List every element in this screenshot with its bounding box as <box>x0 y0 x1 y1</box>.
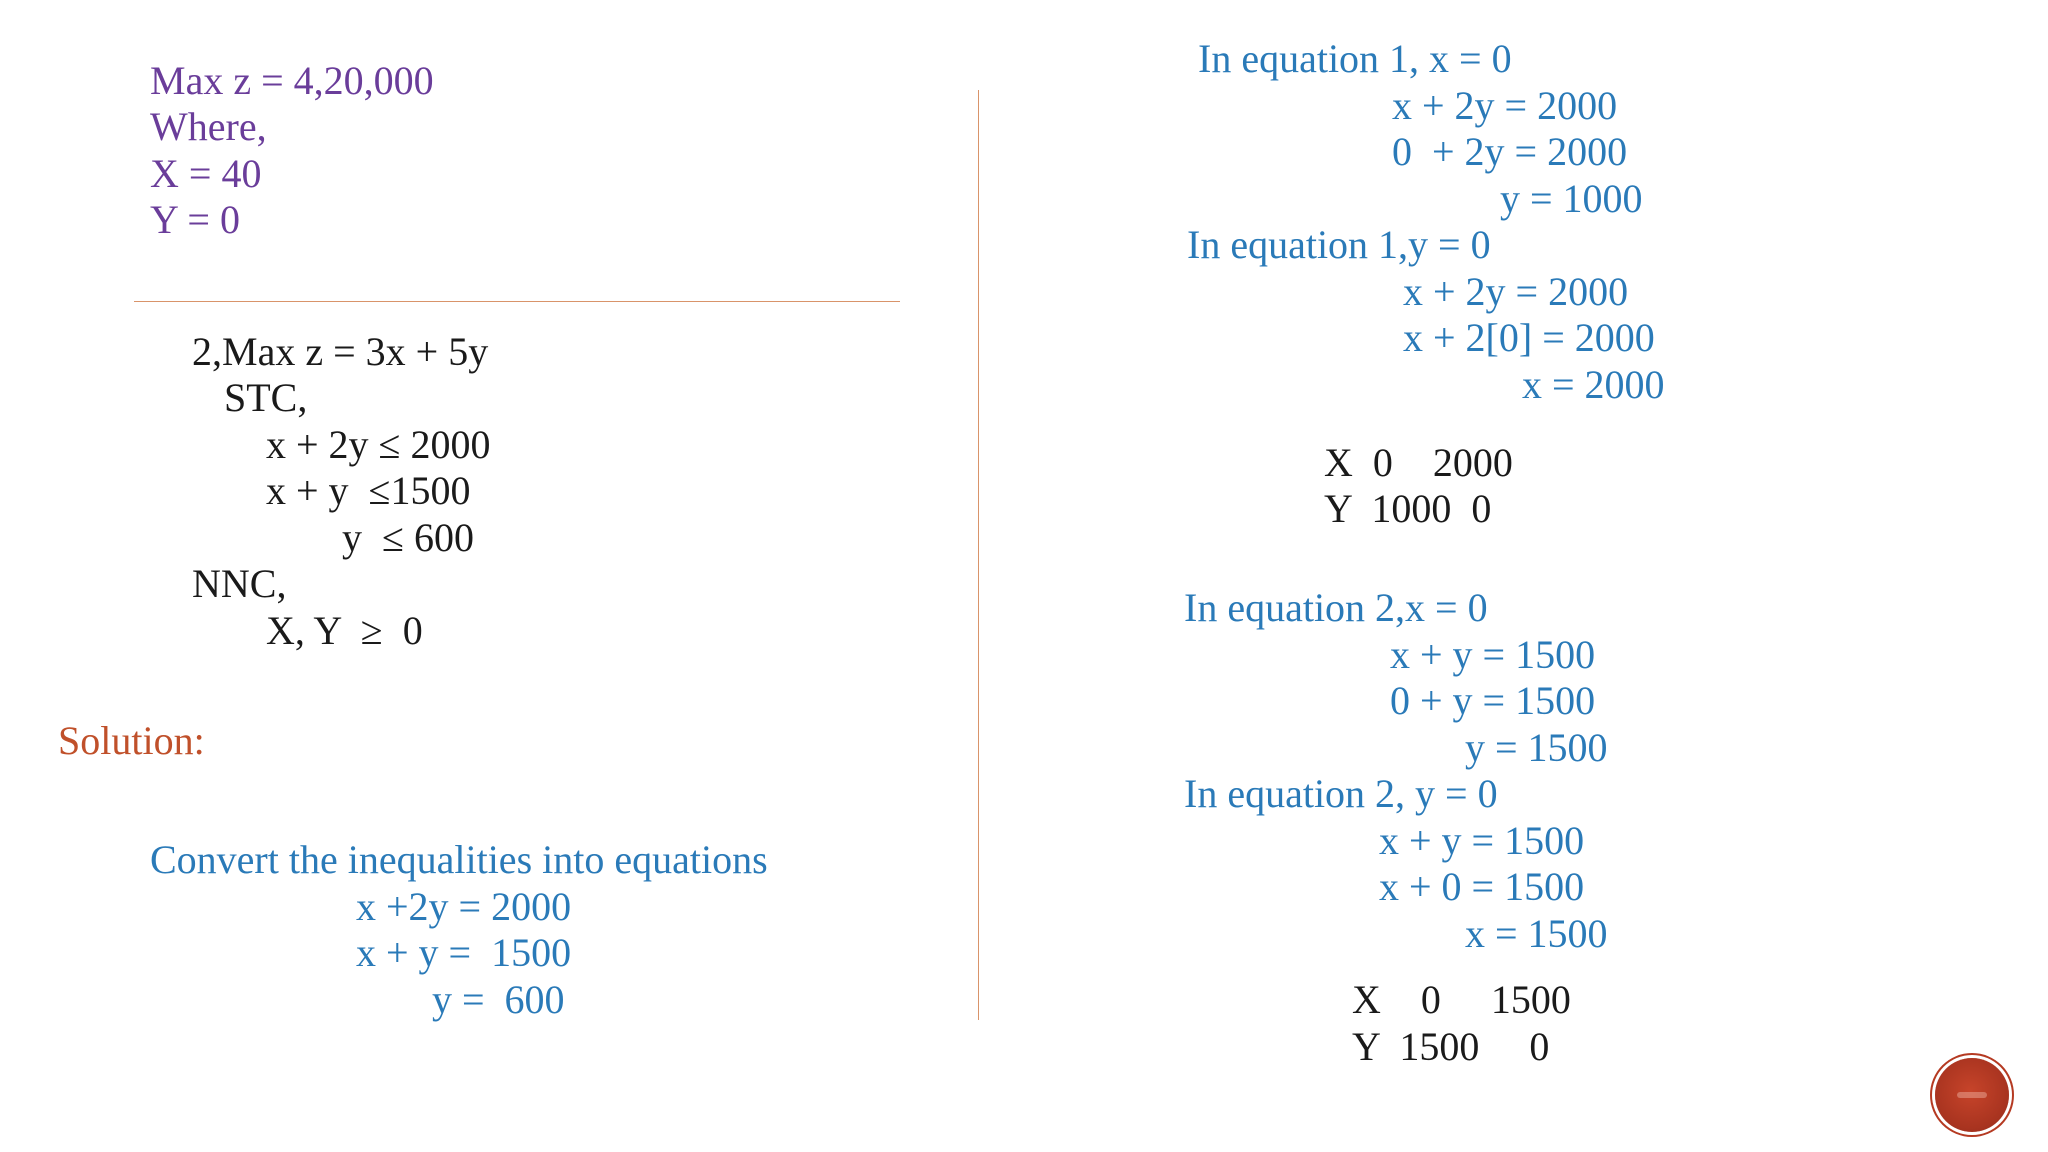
result-max-z: Max z = 4,20,000 <box>150 58 434 103</box>
next-slide-button-icon <box>1955 1088 1989 1102</box>
problem-constraint-2: x + y ≤1500 <box>266 468 471 513</box>
eq2-y-zero-heading: In equation 2, y = 0 <box>1184 771 1498 816</box>
solution-equation-2: x + y = 1500 <box>356 930 572 975</box>
eq2-x-zero-heading: In equation 2,x = 0 <box>1184 585 1488 630</box>
eq2-y-zero-step-2: x + 0 = 1500 <box>1379 864 1585 909</box>
eq2-x-zero-step-1: x + y = 1500 <box>1390 632 1596 677</box>
eq1-y-zero-step-1: x + 2y = 2000 <box>1403 269 1629 314</box>
next-slide-button[interactable] <box>1935 1058 2009 1132</box>
eq2-y-zero-step-1: x + y = 1500 <box>1379 818 1585 863</box>
eq1-x-zero-result: y = 1000 <box>1500 176 1643 221</box>
result-y: Y = 0 <box>150 197 240 242</box>
solution-intro: Convert the inequalities into equations <box>150 837 768 882</box>
solution-equation-1: x +2y = 2000 <box>356 884 572 929</box>
eq1-x-zero-heading: In equation 1, x = 0 <box>1198 36 1512 81</box>
table-2-row-x: X 0 1500 <box>1352 977 1571 1022</box>
eq1-y-zero-heading: In equation 1,y = 0 <box>1187 222 1491 267</box>
solution-heading: Solution: <box>58 718 205 763</box>
eq1-y-zero-step-2: x + 2[0] = 2000 <box>1403 315 1655 360</box>
vertical-divider <box>978 90 979 1020</box>
table-2-row-y: Y 1500 0 <box>1352 1024 1550 1069</box>
eq2-x-zero-step-2: 0 + y = 1500 <box>1390 678 1596 723</box>
table-1-row-y: Y 1000 0 <box>1324 486 1492 531</box>
problem-objective: 2,Max z = 3x + 5y <box>192 329 489 374</box>
problem-constraint-1: x + 2y ≤ 2000 <box>266 422 491 467</box>
problem-nnc: X, Y ≥ 0 <box>266 608 423 653</box>
result-where: Where, <box>150 104 267 149</box>
eq2-x-zero-result: y = 1500 <box>1465 725 1608 770</box>
horizontal-divider <box>134 301 900 302</box>
solution-equation-3: y = 600 <box>432 977 565 1022</box>
eq1-x-zero-step-1: x + 2y = 2000 <box>1392 83 1618 128</box>
result-x: X = 40 <box>150 151 262 196</box>
eq2-y-zero-result: x = 1500 <box>1465 911 1608 956</box>
problem-constraint-3: y ≤ 600 <box>342 515 474 560</box>
problem-stc-label: STC, <box>224 375 308 420</box>
table-1-row-x: X 0 2000 <box>1324 440 1513 485</box>
eq1-y-zero-result: x = 2000 <box>1522 362 1665 407</box>
problem-nnc-label: NNC, <box>192 561 287 606</box>
eq1-x-zero-step-2: 0 + 2y = 2000 <box>1392 129 1628 174</box>
